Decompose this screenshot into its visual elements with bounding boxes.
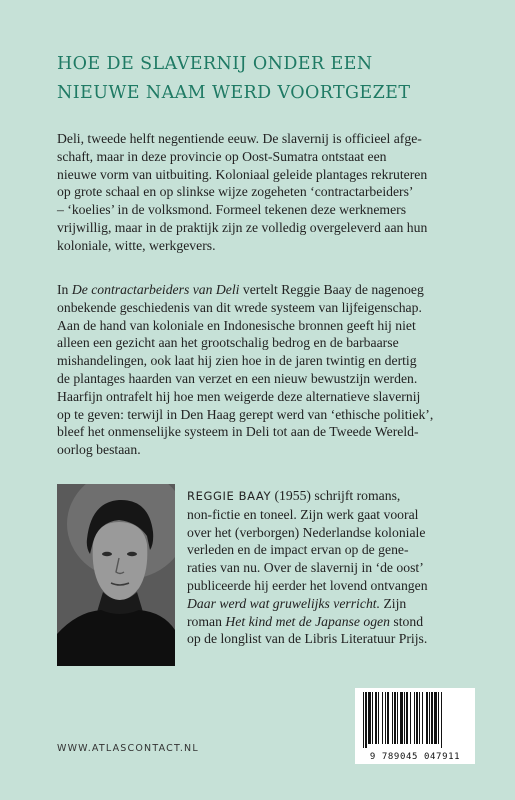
headline [57,50,477,108]
isbn-number: 9 789045 047911 [369,752,461,762]
text-line: op te geven: terwijl in Den Haag gerept werd van ‘ethische politiek’, [57,406,434,422]
author-photo [57,484,175,666]
text-line: Aan de hand van koloniale en Indonesische bronnen geeft hij niet [57,317,416,333]
text-fragment: vertelt Reggie Baay de nagenoeg [239,282,424,297]
text-line [187,613,487,631]
text-line: mishandelingen, ook laat hij zien hoe in de jaren twintig en dertig [57,353,417,369]
barcode-bar [363,692,364,748]
text-line: publiceerde hij eerder het lovend ontvangen [187,577,428,593]
headline-line-2: NIEUWE NAAM WERD VOORTGEZET [57,83,411,103]
barcode-bar [416,692,418,744]
text-line [187,595,487,613]
text-line: verleden en de impact ervan op de gene- [187,542,409,558]
text-line: nieuwe vorm van uitbuiting. Koloniaal geleide plantages rekruteren [57,166,428,182]
text-fragment: In [57,282,72,297]
paragraph-book-summary [57,281,477,459]
barcode-bar [434,692,437,744]
text-line [187,487,487,506]
text-line: koloniale, witte, werkgevers. [57,237,216,253]
headline-line-1: HOE DE SLAVERNIJ ONDER EEN [57,54,373,74]
text-fragment: roman [187,613,226,629]
barcode-bar [385,692,386,744]
text-line: raties van nu. Over de slavernij in ‘de oost’ [187,560,424,576]
barcode-bar [394,692,396,744]
barcode-bar [392,692,393,744]
barcode-bar [438,692,439,744]
text-line: schaft, maar in deze provincie op Oost-Sumatra ontstaat een [57,148,387,164]
text-line [57,281,477,299]
barcode-bar [404,692,405,744]
barcode-bar [410,692,411,744]
barcode-bar [372,692,373,744]
text-line: over het (verborgen) Nederlandse koloniale [187,524,426,540]
text-line: op de longlist van de Libris Literatuur Prijs. [187,631,428,647]
publisher-website: WWW.ATLASCONTACT.NL [57,743,199,754]
barcode-bar [429,692,430,744]
text-line: alleen een gezicht aan het grootschalig bedrog en de barbaarse [57,335,399,351]
barcode-bar [397,692,398,744]
barcode-bar [414,692,415,744]
author-portrait-image [57,484,175,666]
barcode-bar [400,692,403,744]
text-fragment: stond [389,613,424,629]
text-fragment: Zijn [380,595,407,611]
barcode-bar [365,692,367,748]
barcode-bar [426,692,428,744]
text-line: Haarfijn ontrafelt hij hoe men weigerde deze alternatieve slavernij [57,388,421,404]
barcode-bar [368,692,371,744]
barcode-bar [387,692,389,744]
barcode-bar [431,692,433,744]
barcode-bars [361,692,469,748]
barcode-bar [422,692,423,744]
book-title: Daar werd wat gruwelijks verricht. [187,595,381,611]
barcode-bar [378,692,379,744]
text-fragment: (1955) schrijft romans, [271,488,401,503]
text-line: oorlog bestaan. [57,442,141,458]
book-title: De contractarbeiders van Deli [71,282,240,297]
barcode-bar [419,692,420,744]
text-line: op grote schaal en op slinkse wijze zogeheten ‘contractarbeiders’ [57,184,414,200]
text-line: onbekende geschiedenis van dit wrede systeem van lijfeigenschap. [57,299,422,315]
text-line: bleef het onmenselijke systeem in Deli tot aan de Tweede Wereld- [57,424,419,440]
text-line: vrijwillig, maar in de praktijk zijn ze volledig overgeleverd aan hun [57,219,428,235]
text-line: de plantages haarden van verzet en een nieuw bewustzijn werden. [57,370,418,386]
barcode-bar [406,692,408,744]
barcode-bar [382,692,383,744]
author-bio [187,487,487,648]
paragraph-intro [57,130,477,255]
author-name: REGGIE BAAY [187,489,272,503]
text-line: – ‘koelies’ in de volksmond. Formeel tekenen deze werknemers [57,202,407,218]
book-title: Het kind met de Japanse ogen [225,613,390,629]
text-line: non-fictie en toneel. Zijn werk gaat vooral [187,506,419,522]
barcode-bar [375,692,377,744]
text-line: Deli, tweede helft negentiende eeuw. De slavernij is officieel afge- [57,131,422,146]
barcode [355,688,475,764]
barcode-bar [441,692,442,748]
